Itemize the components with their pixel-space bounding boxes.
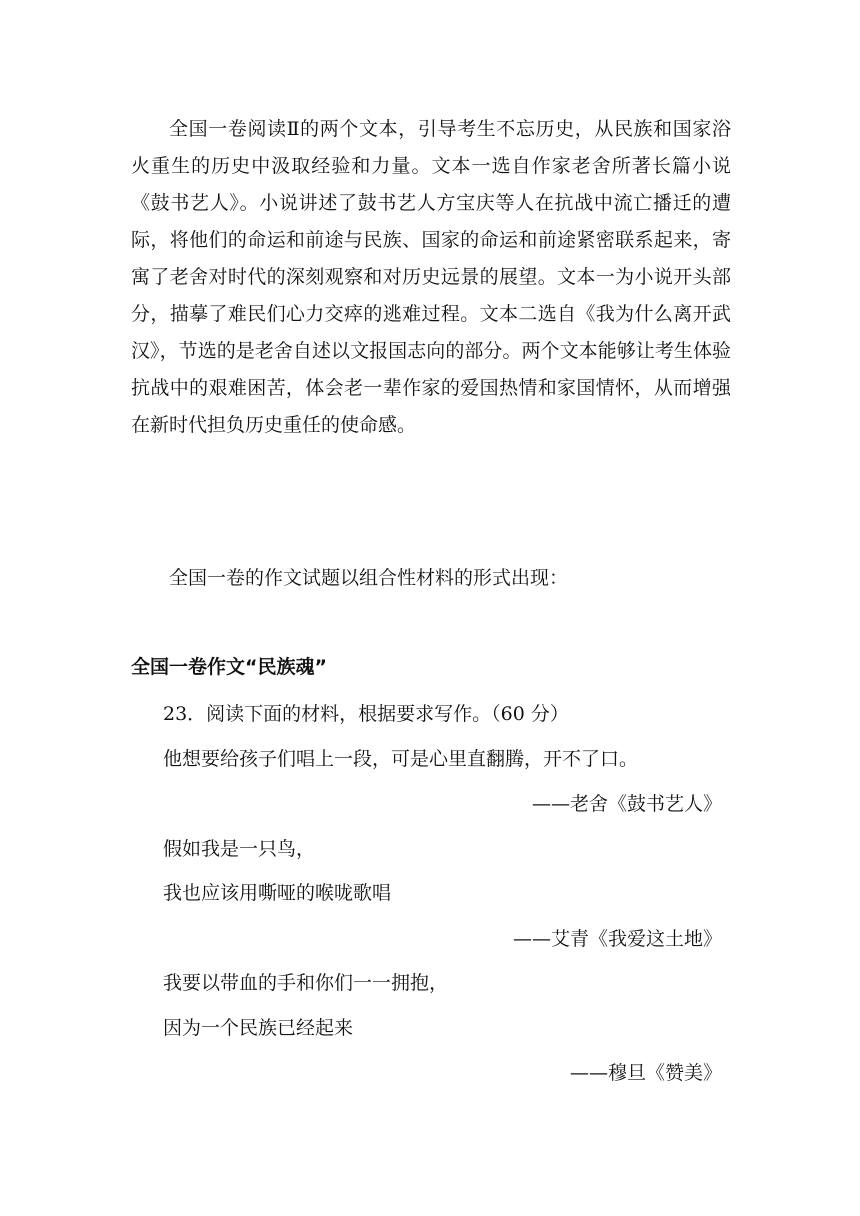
intro-paragraph-essay: 全国一卷的作文试题以组合性材料的形式出现： — [169, 567, 569, 589]
essay-heading: 全国一卷作文“民族魂” — [131, 656, 327, 678]
quote-1-text: 他想要给孩子们唱上一段，可是心里直翻腾，开不了口。 — [163, 748, 639, 770]
essay-question: 23．阅读下面的材料，根据要求写作。（60 分） — [163, 703, 569, 725]
quote-2-line-2: 我也应该用嘶哑的喉咙歌唱 — [163, 882, 392, 904]
intro-paragraph-reading: 全国一卷阅读Ⅱ的两个文本，引导考生不忘历史，从民族和国家浴火重生的历史中汲取经验和力量。文本一选自作家老舍所著长篇小说《鼓书艺人》。小说讲述了鼓书艺人方宝庆等人在抗战中流亡播迁的遭际，将他们的命运和前途与民族、国家的命运和前途紧密联系起来，寄寓了老舍对时代的深刻观察和对历史远景的展望。文本一为小说开头部分，描摹了难民们心力交瘁的逃难过程。文本二选自《我为什么离开武汉》，节选的是老舍自述以文报国志向的部分。两个文本能够让考生体验抗战中的艰难困苦，体会老一辈作家的爱国热情和家国情怀，从而增强在新时代担负历史重任的使命感。 — [131, 118, 731, 436]
quote-3-line-1: 我要以带血的手和你们一一拥抱， — [163, 972, 449, 994]
quote-1-source: ——老舍《鼓书艺人》 — [531, 793, 722, 815]
quote-3-line-2: 因为一个民族已经起来 — [163, 1017, 354, 1039]
quote-3-source: ——穆旦《赞美》 — [569, 1062, 722, 1084]
quote-2-line-1: 假如我是一只鸟， — [163, 838, 316, 860]
quote-2-source: ——艾青《我爱这土地》 — [512, 928, 722, 950]
